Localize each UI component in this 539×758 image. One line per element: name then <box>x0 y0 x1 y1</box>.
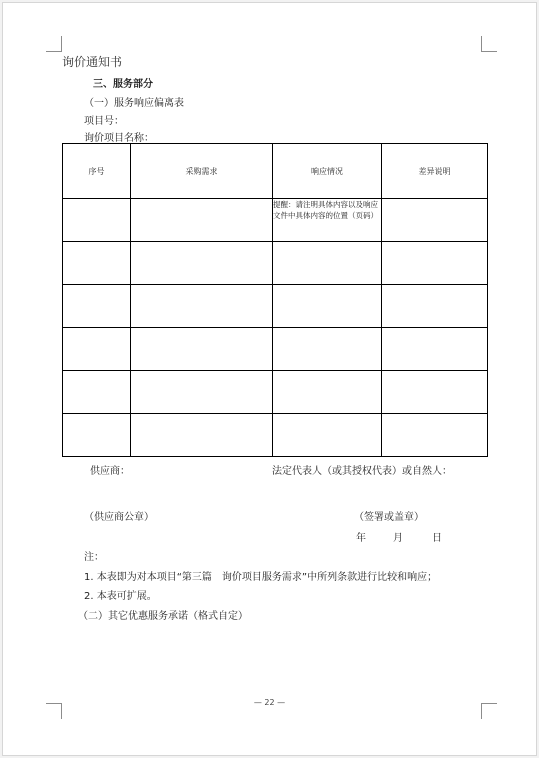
crop-mark-top-right <box>481 36 497 52</box>
project-no-label: 项目号： <box>84 116 124 127</box>
other-commitments-title: （二）其它优惠服务承诺（格式自定） <box>78 611 248 622</box>
table-cell[interactable] <box>273 242 382 285</box>
page-number: — 22 — <box>253 698 286 707</box>
date-year-label: 年 <box>356 533 366 544</box>
note-item: 1. 本表即为对本项目“第三篇 询价项目服务需求”中所列条款进行比较和响应； <box>84 572 438 583</box>
column-header: 采购需求 <box>131 144 273 199</box>
table-row <box>63 199 488 242</box>
table-row <box>63 328 488 371</box>
table-cell[interactable] <box>382 242 488 285</box>
supplier-label: 供应商： <box>90 466 130 477</box>
response-hint-cell[interactable]: 提醒：请注明具体内容以及响应文件中具体内容的位置（页码） <box>273 199 382 242</box>
table-cell[interactable] <box>273 414 382 457</box>
column-header: 响应情况 <box>273 144 382 199</box>
table-cell[interactable] <box>63 371 131 414</box>
column-header: 序号 <box>63 144 131 199</box>
supplier-seal-label: （供应商公章） <box>84 512 154 523</box>
table-cell[interactable] <box>382 371 488 414</box>
table-header-row <box>63 144 488 199</box>
table-cell[interactable] <box>382 285 488 328</box>
table-cell[interactable] <box>382 199 488 242</box>
table-cell[interactable] <box>382 328 488 371</box>
table-cell[interactable] <box>131 285 273 328</box>
table-cell[interactable] <box>273 328 382 371</box>
table-cell[interactable] <box>63 414 131 457</box>
table-cell[interactable] <box>63 242 131 285</box>
table-cell[interactable] <box>63 328 131 371</box>
table-row <box>63 285 488 328</box>
crop-mark-top-left <box>46 36 62 52</box>
date-month-label: 月 <box>393 533 403 544</box>
deviation-table <box>62 143 488 457</box>
project-name-label: 询价项目名称： <box>84 133 154 144</box>
table-cell[interactable] <box>131 199 273 242</box>
signature-label: （签署或盖章） <box>354 512 424 523</box>
note-item: 2. 本表可扩展。 <box>84 591 157 602</box>
table-cell[interactable] <box>273 285 382 328</box>
table-cell[interactable] <box>63 285 131 328</box>
subsection-title: （一）服务响应偏离表 <box>84 98 184 109</box>
page-header: 询价通知书 <box>62 55 123 69</box>
section-title: 三、服务部分 <box>93 79 153 90</box>
table-cell[interactable] <box>382 414 488 457</box>
legal-representative-label: 法定代表人（或其授权代表）或自然人： <box>272 466 452 477</box>
table-row <box>63 242 488 285</box>
table-cell[interactable] <box>131 328 273 371</box>
table-cell[interactable] <box>131 371 273 414</box>
notes-label: 注： <box>84 552 104 563</box>
column-header: 差异说明 <box>382 144 488 199</box>
table-cell[interactable] <box>131 242 273 285</box>
date-day-label: 日 <box>432 533 442 544</box>
table-cell[interactable] <box>63 199 131 242</box>
table-cell[interactable] <box>131 414 273 457</box>
table-cell[interactable] <box>273 371 382 414</box>
table-row <box>63 371 488 414</box>
table-row <box>63 414 488 457</box>
